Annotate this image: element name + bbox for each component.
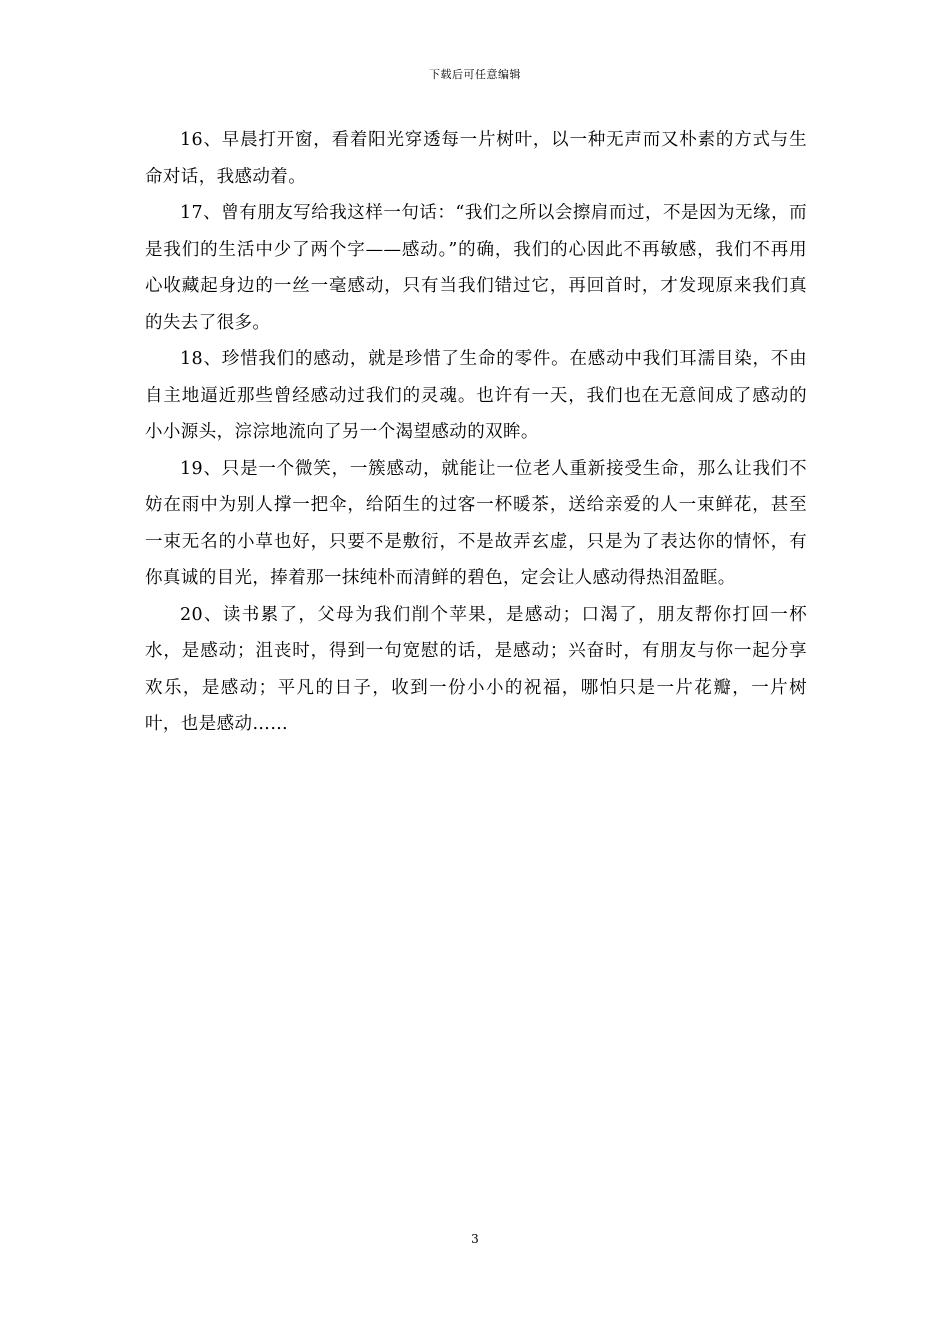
- paragraph-19: 19、只是一个微笑，一簇感动，就能让一位老人重新接受生命，那么让我们不妨在雨中为别人撑一把伞，给陌生的过客一杯暖茶，送给亲爱的人一束鲜花，甚至一束无名的小草也好，只要不是敷衍，不是故弄玄虚，只是为了表达你的情怀，有你真诚的目光，捧着那一抹纯朴而清鲜的碧色，定会让人感动得热泪盈眶。: [145, 458, 807, 588]
- document-body: [145, 122, 807, 743]
- paragraph-16: 16、早晨打开窗，看着阳光穿透每一片树叶，以一种无声而又朴素的方式与生命对话，我感动着。: [145, 130, 807, 187]
- paragraph-20: 20、读书累了，父母为我们削个苹果，是感动；口渴了，朋友帮你打回一杯水，是感动；沮丧时，得到一句宽慰的话，是感动；兴奋时，有朋友与你一起分享欢乐，是感动；平凡的日子，收到一份小小的祝福，哪怕只是一片花瓣，一片树叶，也是感动……: [145, 604, 807, 734]
- paragraph-17: 17、曾有朋友写给我这样一句话：“我们之所以会擦肩而过，不是因为无缘，而是我们的生活中少了两个字——感动。”的确，我们的心因此不再敏感，我们不再用心收藏起身边的一丝一毫感动，只有当我们错过它，再回首时，才发现原来我们真的失去了很多。: [145, 203, 807, 333]
- page-number: 3: [471, 1232, 479, 1246]
- paragraph-18: 18、珍惜我们的感动，就是珍惜了生命的零件。在感动中我们耳濡目染，不由自主地逼近那些曾经感动过我们的灵魂。也许有一天，我们也在无意间成了感动的小小源头，淙淙地流向了另一个渴望感动的双眸。: [145, 349, 807, 442]
- header-note: 下载后可任意编辑: [429, 68, 521, 81]
